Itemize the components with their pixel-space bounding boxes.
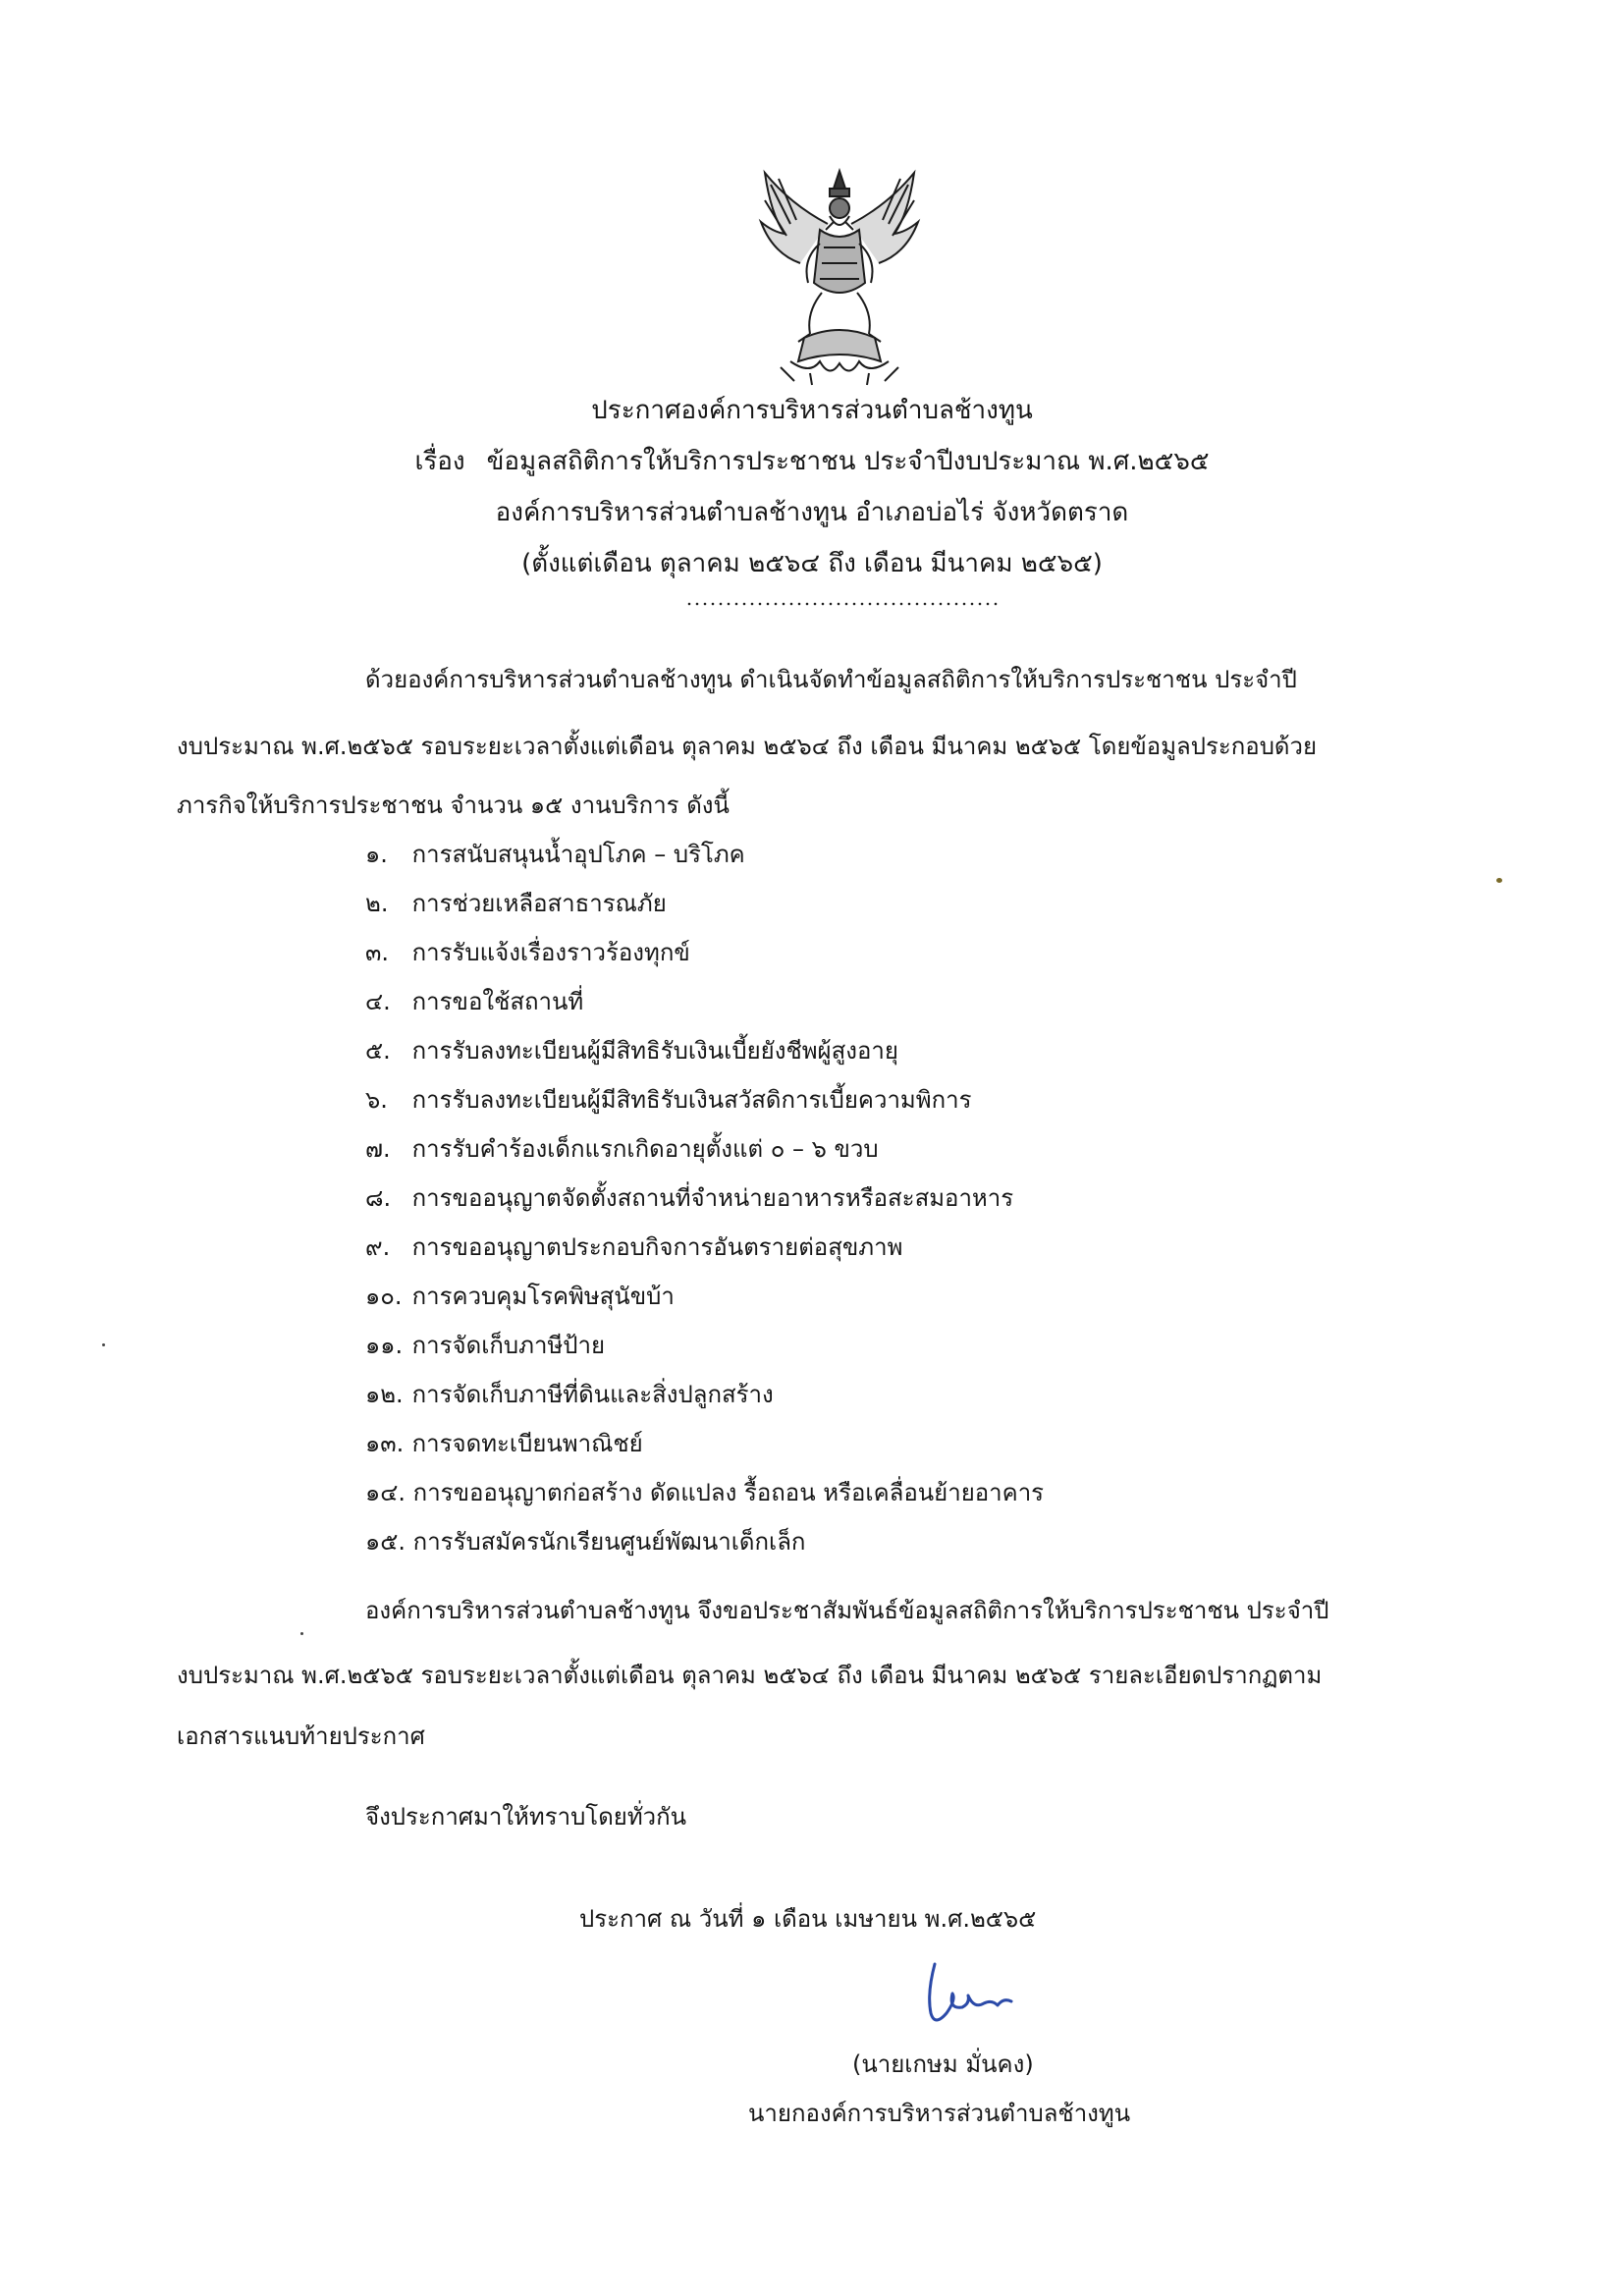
list-item: ๑๔. การขออนุญาตก่อสร้าง ดัดแปลง รื้อถอน หรือเคลื่อนย้ายอาคาร <box>365 1479 1045 1506</box>
list-item: ๙. การขออนุญาตประกอบกิจการอันตรายต่อสุขภาพ <box>365 1233 903 1261</box>
list-item: ๗. การรับคำร้องเด็กแรกเกิดอายุตั้งแต่ ๐ – ๖ ขวบ <box>365 1135 879 1163</box>
announce-line: จึงประกาศมาให้ทราบโดยทั่วกัน <box>365 1803 687 1831</box>
handwritten-signature <box>913 1954 1031 2033</box>
intro-line-3: ภารกิจให้บริการประชาชน จำนวน ๑๕ งานบริการ ดังนี้ <box>177 792 730 819</box>
list-item: ๕. การรับลงทะเบียนผู้มีสิทธิรับเงินเบี้ยยังชีพผู้สูงอายุ <box>365 1037 898 1065</box>
list-item: ๑๒. การจัดเก็บภาษีที่ดินและสิ่งปลูกสร้าง <box>365 1381 774 1408</box>
list-item: ๘. การขออนุญาตจัดตั้งสถานที่จำหน่ายอาหารหรือสะสมอาหาร <box>365 1184 1014 1212</box>
date-line: ประกาศ ณ วันที่ ๑ เดือน เมษายน พ.ศ.๒๕๖๕ <box>579 1905 1037 1933</box>
subject-label: เรื่อง <box>414 447 465 476</box>
intro-line-1: ด้วยองค์การบริหารส่วนตำบลช้างทูน ดำเนินจัดทำข้อมูลสถิติการให้บริการประชาชน ประจำปี <box>365 666 1297 693</box>
signer-position: นายกองค์การบริหารส่วนตำบลช้างทูน <box>748 2100 1131 2127</box>
list-item: ๑๐. การควบคุมโรคพิษสุนัขบ้า <box>365 1283 675 1310</box>
subject-text: ข้อมูลสถิติการให้บริการประชาชน ประจำปีงบประมาณ พ.ศ.๒๕๖๕ <box>486 447 1210 476</box>
dotted-divider <box>685 601 1001 607</box>
list-item: ๑๓. การจดทะเบียนพาณิชย์ <box>365 1430 643 1457</box>
announcement-title: ประกาศองค์การบริหารส่วนตำบลช้างทูน <box>591 396 1033 425</box>
list-item: ๒. การช่วยเหลือสาธารณภัย <box>365 890 667 917</box>
scan-speck <box>102 1343 105 1346</box>
list-item: ๖. การรับลงทะเบียนผู้มีสิทธิรับเงินสวัสดิการเบี้ยความพิการ <box>365 1086 972 1114</box>
subject-line <box>0 436 1624 487</box>
list-item: ๔. การขอใช้สถานที่ <box>365 988 584 1015</box>
closing-line-1: องค์การบริหารส่วนตำบลช้างทูน จึงขอประชาสัมพันธ์ข้อมูลสถิติการให้บริการประชาชน ประจำปี <box>365 1597 1329 1624</box>
list-item: ๑๕. การรับสมัครนักเรียนศูนย์พัฒนาเด็กเล็ก <box>365 1528 806 1556</box>
scan-speck <box>300 1632 303 1635</box>
list-item: ๓. การรับแจ้งเรื่องราวร้องทุกข์ <box>365 939 690 966</box>
intro-line-2: งบประมาณ พ.ศ.๒๕๖๕ รอบระยะเวลาตั้งแต่เดือน ตุลาคม ๒๕๖๔ ถึง เดือน มีนาคม ๒๕๖๕ โดยข้อมูลประกอบด้วย <box>177 733 1318 760</box>
list-item: ๑. การสนับสนุนน้ำอุปโภค – บริโภค <box>365 841 745 868</box>
list-item: ๑๑. การจัดเก็บภาษีป้าย <box>365 1332 606 1359</box>
scan-speck <box>1496 878 1502 883</box>
garuda-emblem-icon <box>751 165 928 386</box>
period-line: (ตั้งแต่เดือน ตุลาคม ๒๕๖๔ ถึง เดือน มีนาคม ๒๕๖๕) <box>521 549 1103 578</box>
closing-line-2: งบประมาณ พ.ศ.๒๕๖๕ รอบระยะเวลาตั้งแต่เดือน ตุลาคม ๒๕๖๔ ถึง เดือน มีนาคม ๒๕๖๕ รายละเอียดปรากฏตาม <box>177 1662 1323 1689</box>
closing-line-3: เอกสารแนบท้ายประกาศ <box>177 1722 425 1750</box>
organization-line: องค์การบริหารส่วนตำบลช้างทูน อำเภอบ่อไร่ จังหวัดตราด <box>495 498 1129 527</box>
signer-name: (นายเกษม มั่นคง) <box>852 2050 1034 2078</box>
